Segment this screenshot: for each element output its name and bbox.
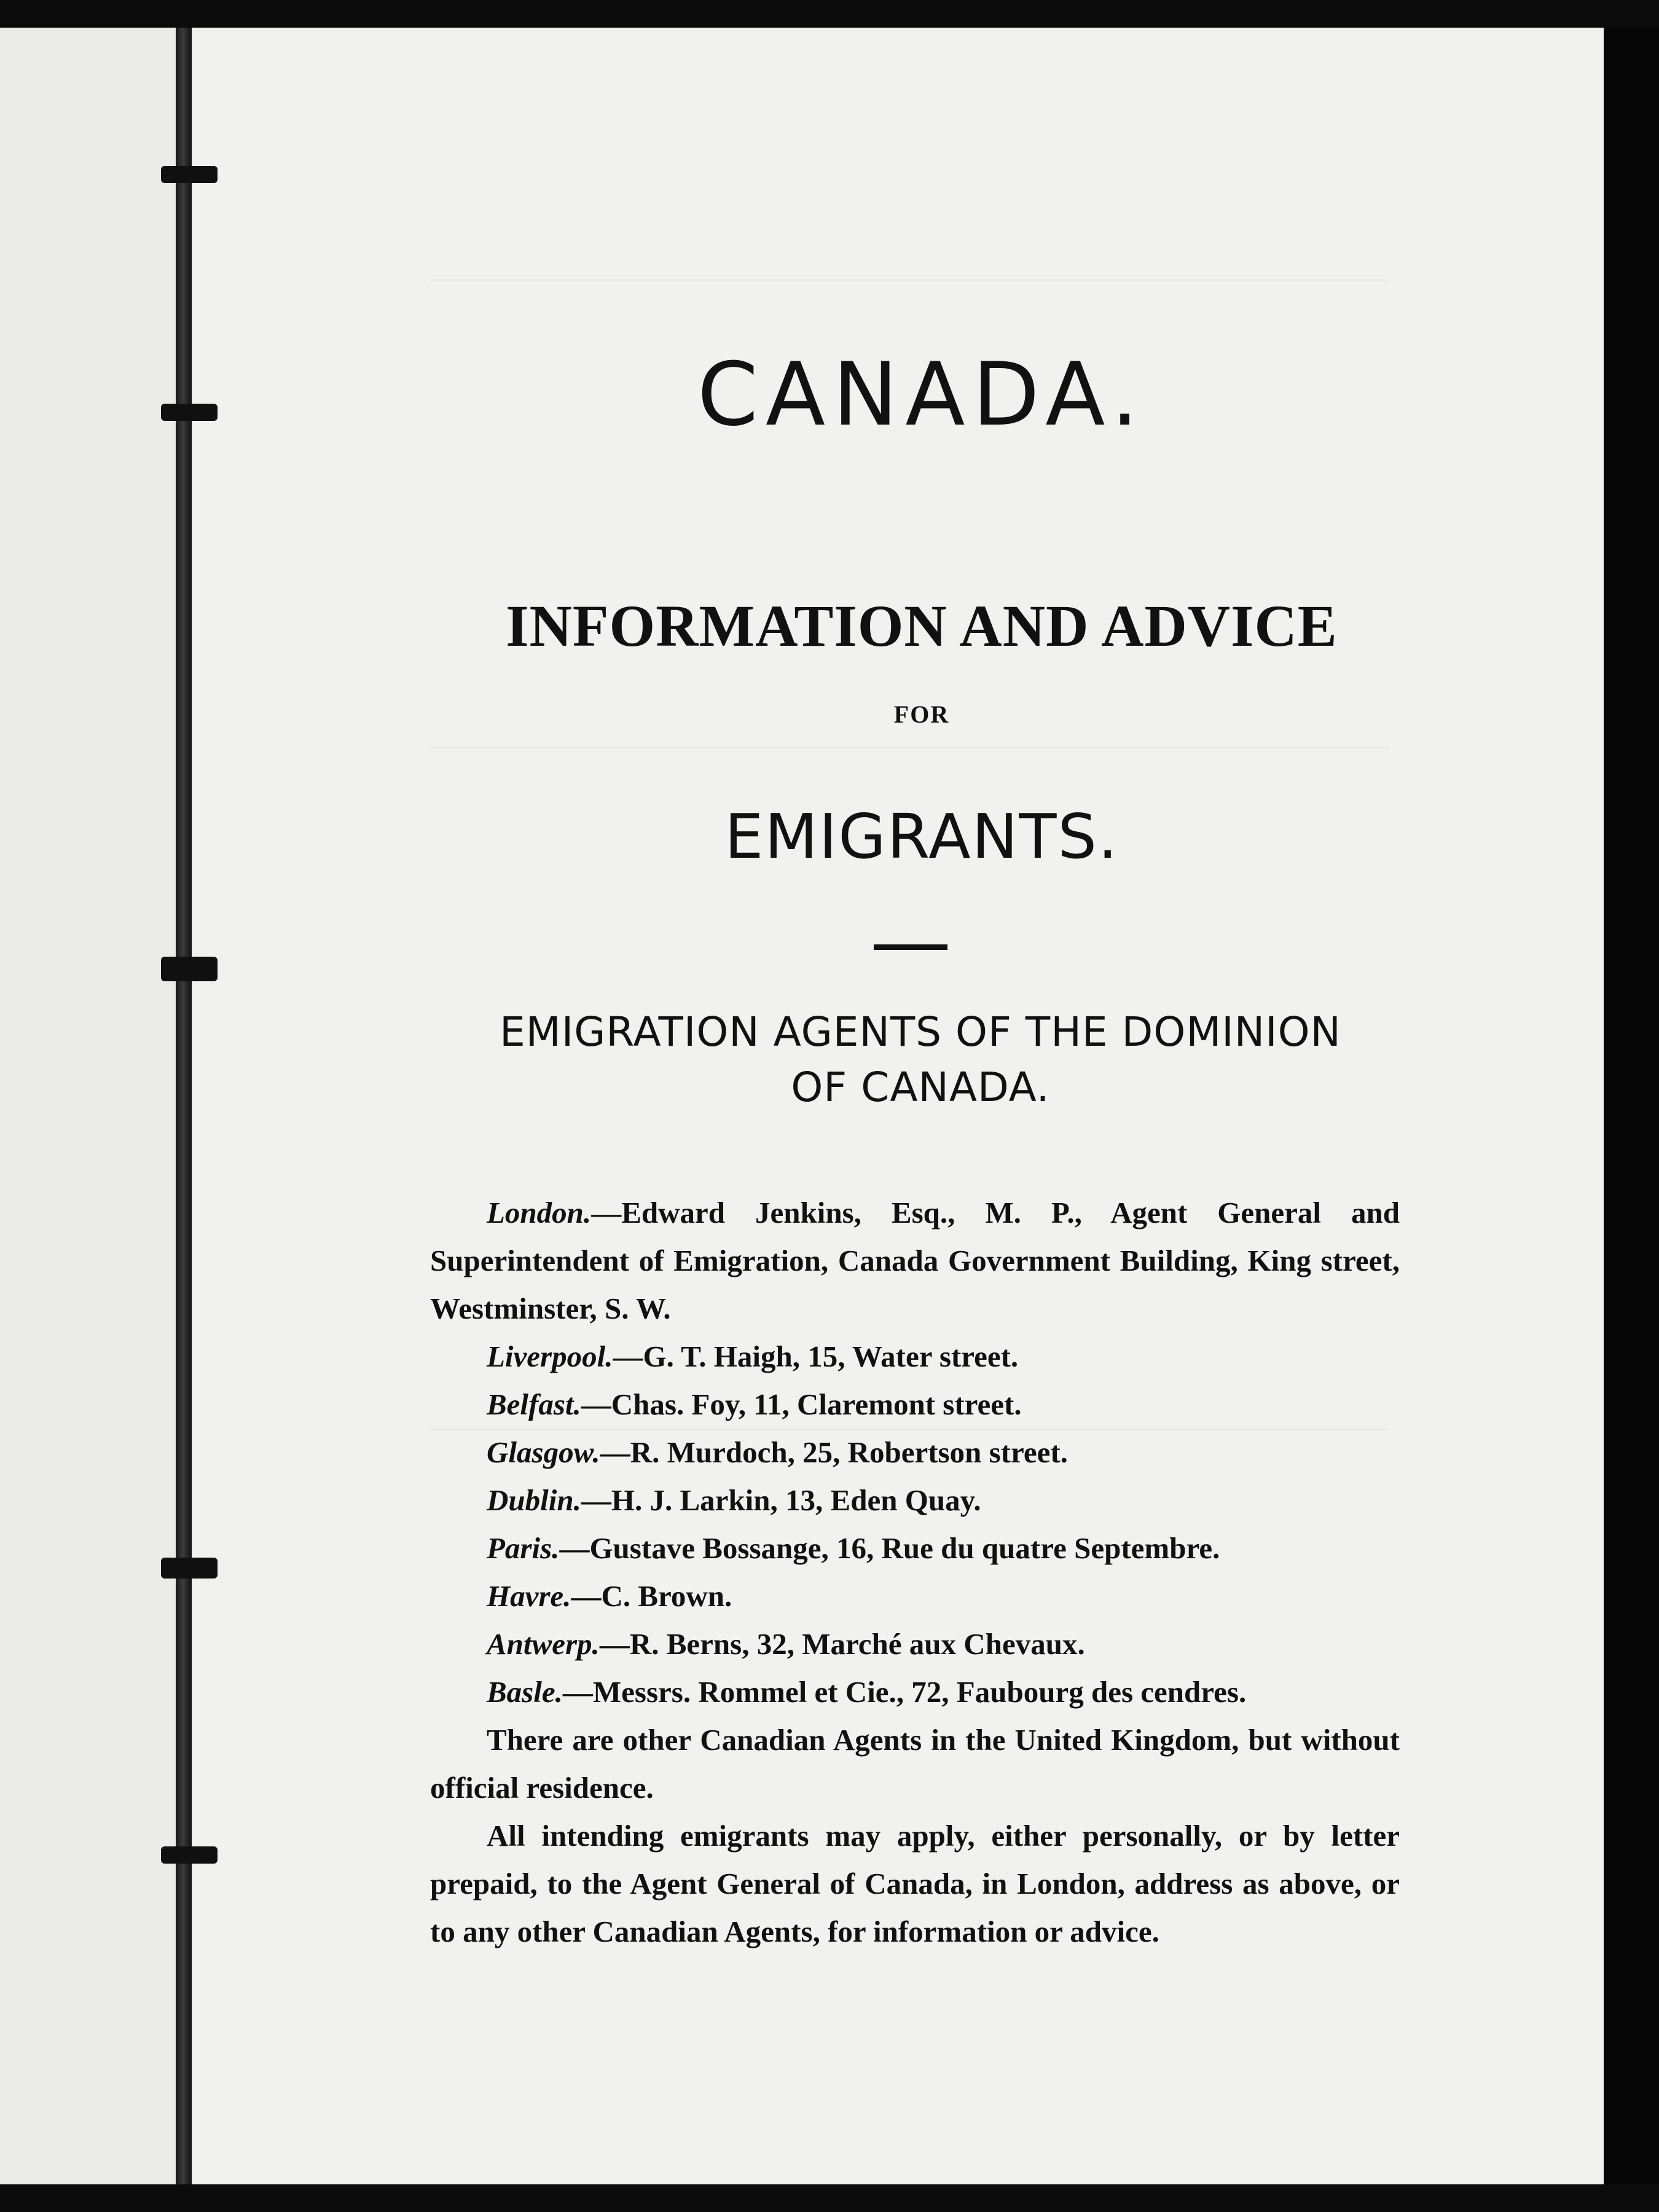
agent-details: —G. T. Haigh, 15, Water street. <box>613 1339 1019 1373</box>
agents-list <box>430 1189 1400 1956</box>
agent-entry <box>430 1524 1400 1572</box>
bleed-through-texture <box>430 747 1389 748</box>
note-other-agents: There are other Canadian Agents in the United Kingdom, but without official residence. <box>430 1723 1400 1805</box>
divider-rule <box>874 944 947 950</box>
scan-background-edge <box>1604 28 1659 2184</box>
subtitle: INFORMATION AND ADVICE <box>506 593 1338 659</box>
agent-city: Paris. <box>487 1531 560 1565</box>
audience-heading: EMIGRANTS. <box>724 801 1119 873</box>
agent-details: —R. Berns, 32, Marché aux Chevaux. <box>599 1627 1085 1661</box>
binding-stitch <box>161 957 218 981</box>
for-label: FOR <box>893 700 950 728</box>
binding-stitch <box>161 166 218 183</box>
agent-details: —Chas. Foy, 11, Claremont street. <box>581 1387 1022 1421</box>
agent-entry <box>430 1333 1400 1381</box>
agent-details: —R. Murdoch, 25, Robertson street. <box>600 1435 1068 1469</box>
agent-city: London. <box>487 1196 592 1230</box>
agent-city: Liverpool. <box>487 1339 613 1373</box>
note-apply: All intending emigrants may apply, either personally, or by letter prepaid, to the Agent General of Canada, in London, address as above, or to any other Canadian Agents, for information or advice. <box>430 1819 1400 1948</box>
agent-entry <box>430 1429 1400 1477</box>
section-heading-line: OF CANADA. <box>791 1064 1050 1111</box>
agent-entry <box>430 1189 1400 1333</box>
agent-details: —Gustave Bossange, 16, Rue du quatre Septembre. <box>559 1531 1220 1565</box>
bleed-through-texture <box>430 280 1389 281</box>
agent-city: Basle. <box>487 1675 563 1709</box>
agent-city: Glasgow. <box>487 1435 600 1469</box>
agent-entry <box>430 1620 1400 1668</box>
page-title: CANADA. <box>697 344 1147 445</box>
agent-details: —Edward Jenkins, Esq., M. P., Agent General and Superintendent of Emigration, Canada Government Building, King street, Westminster, S. W. <box>430 1196 1400 1325</box>
agent-city: Havre. <box>487 1579 571 1613</box>
binding-margin <box>0 28 178 2184</box>
section-heading-line: EMIGRATION AGENTS OF THE DOMINION <box>500 1008 1341 1056</box>
agent-city: Dublin. <box>487 1483 581 1517</box>
document-page <box>0 28 1604 2184</box>
agent-details: —C. Brown. <box>571 1579 732 1613</box>
agent-details: —H. J. Larkin, 13, Eden Quay. <box>581 1483 981 1517</box>
agent-entry <box>430 1381 1400 1429</box>
binding-stitch <box>161 1846 218 1864</box>
section-heading <box>429 1005 1412 1115</box>
agent-entry <box>430 1477 1400 1524</box>
binding-stitch <box>161 1558 218 1579</box>
agent-entry <box>430 1572 1400 1620</box>
agent-details: —Messrs. Rommel et Cie., 72, Faubourg des cendres. <box>562 1675 1247 1709</box>
agent-entry <box>430 1668 1400 1716</box>
agent-city: Antwerp. <box>487 1627 600 1661</box>
agent-city: Belfast. <box>487 1387 581 1421</box>
binding-stitch <box>161 404 218 421</box>
